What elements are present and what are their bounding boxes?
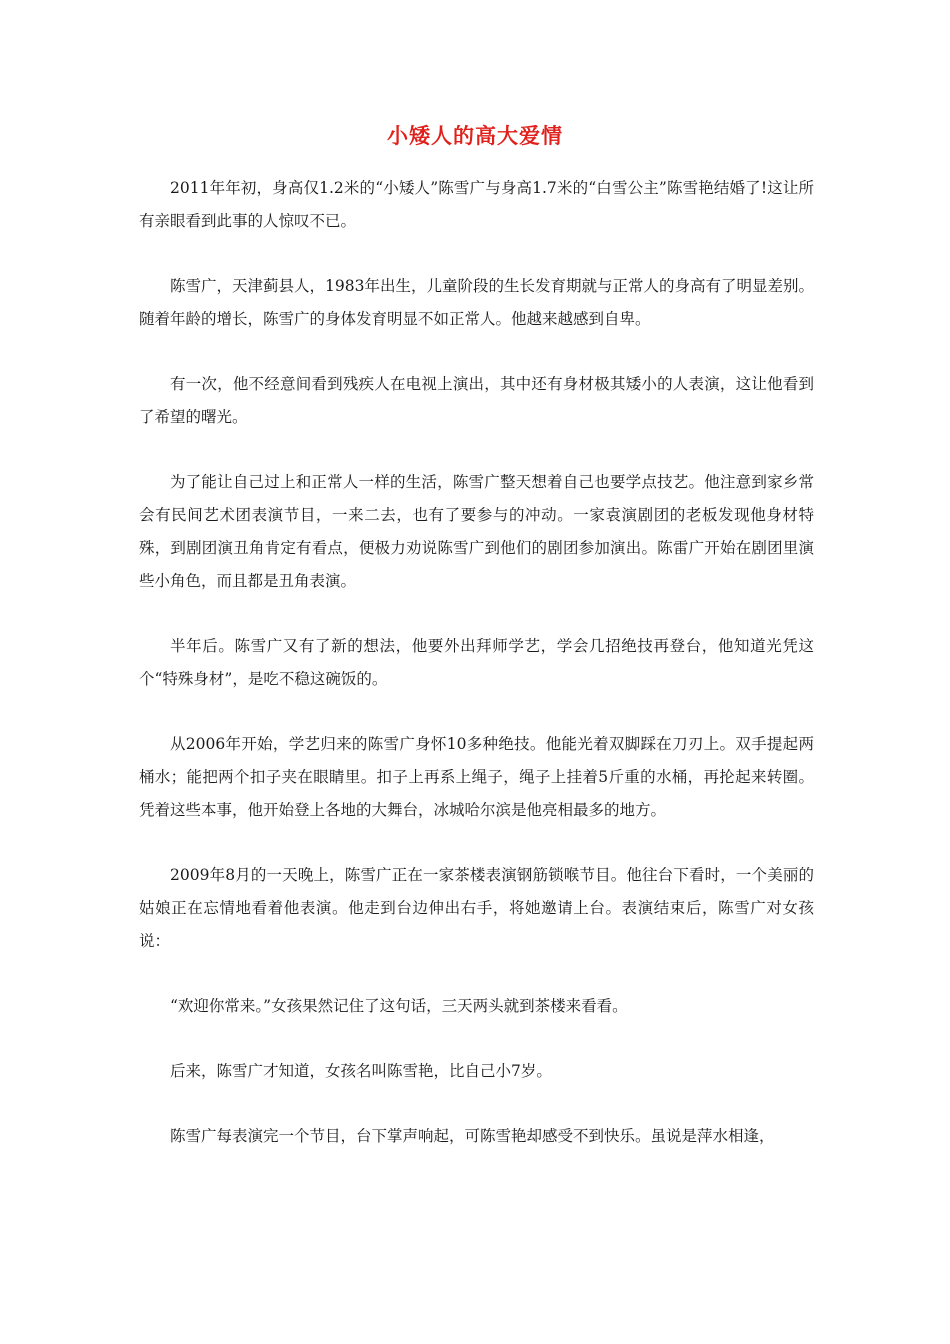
paragraph: 2011年年初，身高仅1.2米的“小矮人”陈雪广与身高1.7米的“白雪公主”陈雪艳结婚了!这让所有亲眼看到此事的人惊叹不已。 bbox=[139, 179, 814, 230]
paragraph: 有一次，他不经意间看到残疾人在电视上演出，其中还有身材极其矮小的人表演，这让他看到了希望的曙光。 bbox=[139, 375, 814, 426]
paragraph: 为了能让自己过上和正常人一样的生活，陈雪广整天想着自己也要学点技艺。他注意到家乡常会有民间艺术团表演节目，一来二去，也有了要参与的冲动。一家袁演剧团的老板发现他身材特殊，到剧团演丑角肯定有看点，便极力劝说陈雪广到他们的剧团参加演出。陈雷广开始在剧团里演些小角色，而且都是丑角表演。 bbox=[139, 473, 814, 590]
paragraph: “欢迎你常来。”女孩果然记住了这句话，三天两头就到茶楼来看看。 bbox=[170, 997, 628, 1015]
paragraph: 后来，陈雪广才知道，女孩名叫陈雪艳，比自己小7岁。 bbox=[170, 1062, 552, 1080]
paragraph: 陈雪广，天津蓟县人，1983年出生，儿童阶段的生长发育期就与正常人的身高有了明显差别。随着年龄的增长，陈雪广的身体发育明显不如正常人。他越来越感到自卑。 bbox=[139, 277, 814, 328]
paragraph: 从2006年开始，学艺归来的陈雪广身怀10多种绝技。他能光着双脚踩在刀刃上。双手提起两桶水；能把两个扣子夹在眼睛里。扣子上再系上绳子，绳子上挂着5斤重的水桶，再抡起来转圈。凭着这些本事，他开始登上各地的大舞台，冰城哈尔滨是他亮相最多的地方。 bbox=[139, 735, 814, 819]
paragraph: 陈雪广每表演完一个节目，台下掌声响起，可陈雪艳却感受不到快乐。虽说是萍水相逢， bbox=[170, 1127, 775, 1145]
paragraph: 半年后。陈雪广又有了新的想法，他要外出拜师学艺，学会几招绝技再登台，他知道光凭这个“特殊身材”，是吃不稳这碗饭的。 bbox=[139, 637, 814, 688]
paragraph: 2009年8月的一天晚上，陈雪广正在一家茶楼表演钢筋锁喉节目。他往台下看时，一个美丽的姑娘正在忘情地看着他表演。他走到台边伸出右手，将她邀请上台。表演结束后，陈雪广对女孩说： bbox=[139, 866, 814, 950]
document-title: 小矮人的高大爱情 bbox=[387, 124, 563, 148]
document-body bbox=[139, 172, 814, 1185]
